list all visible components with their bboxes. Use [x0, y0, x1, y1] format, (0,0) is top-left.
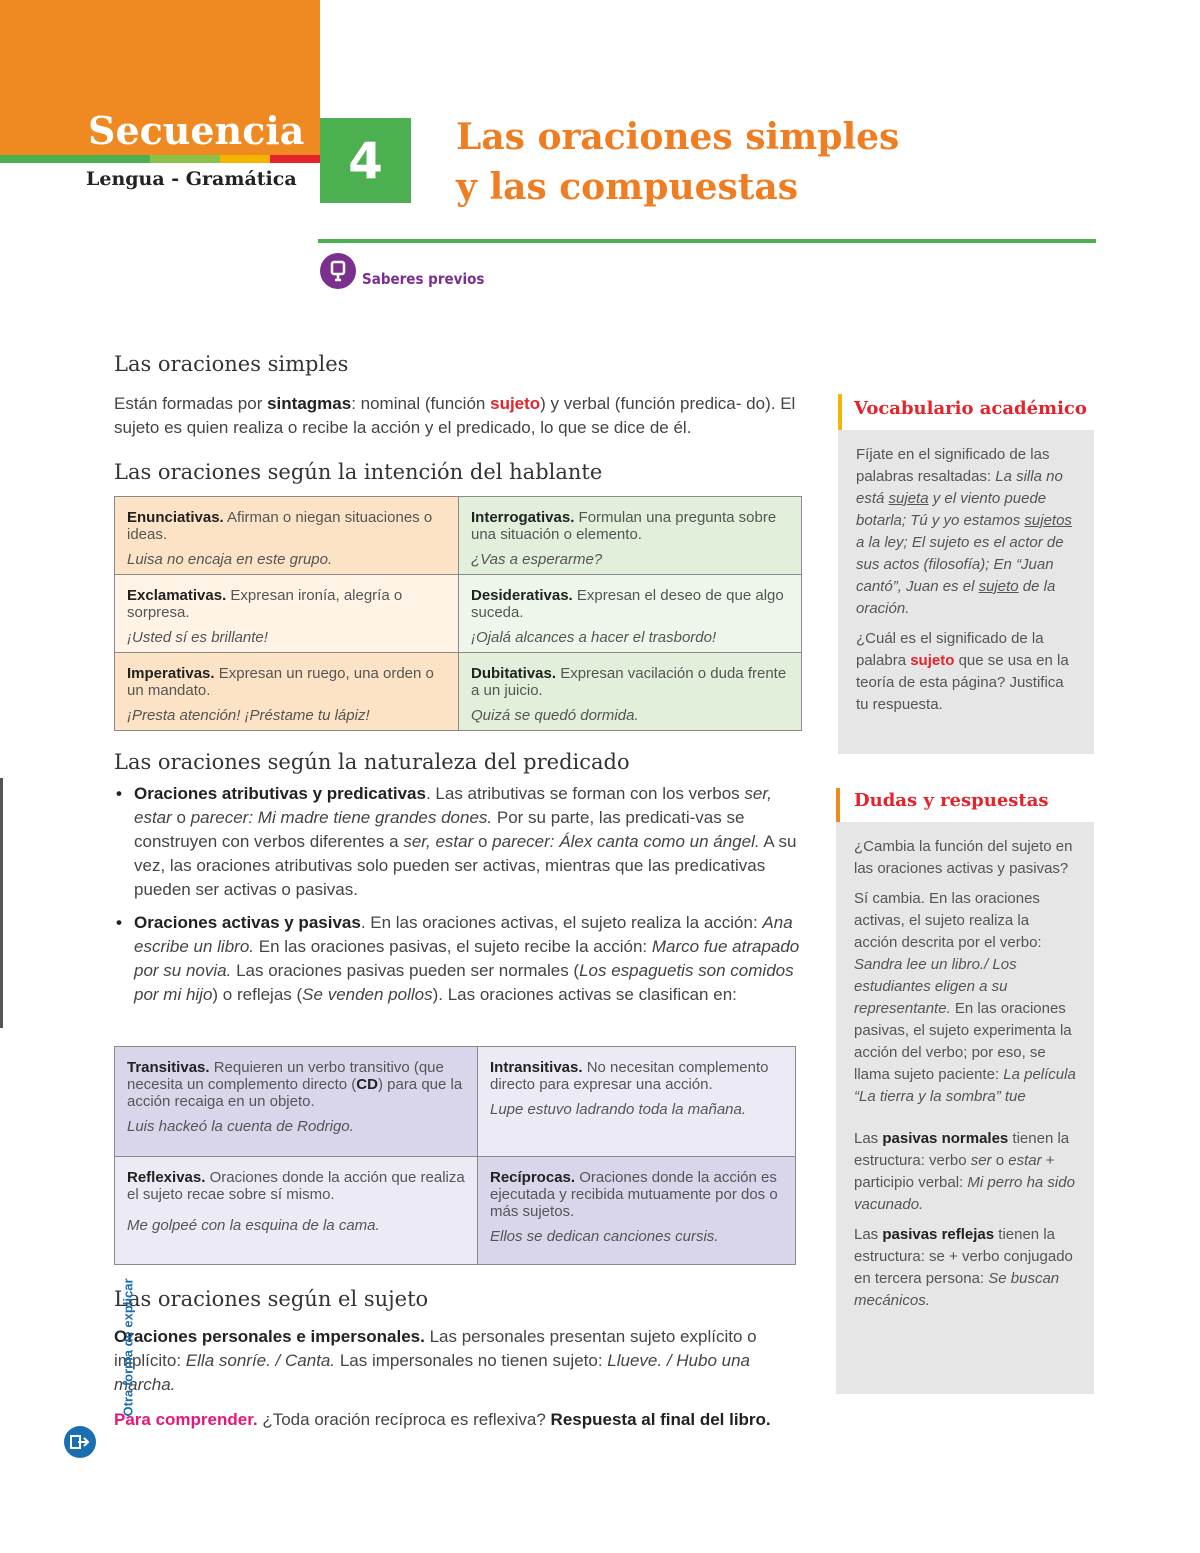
- dudas-answer-1: Sí cambia. En las oraciones activas, el sujeto realiza la acción descrita por el verbo: Sandra lee un libro./ Los estudiantes eligen a su representante. En las oraciones pasivas, el sujeto experimenta la acción del verbo; por eso, se llama sujeto paciente: La película “La tierra y la sombra” tue: [854, 890, 1076, 1105]
- para-comprender: Para comprender. ¿Toda oración recíproca es reflexiva? Respuesta al final del libro.: [114, 1410, 771, 1429]
- title-line-2: y las compuestas: [456, 166, 799, 208]
- section-heading-sujeto: Las oraciones según el sujeto: [114, 1287, 429, 1311]
- intencion-table: [114, 496, 802, 731]
- naturaleza-list: [114, 782, 804, 1016]
- vocab-p2: ¿Cuál es el significado de la palabra sujeto que se usa en la teoría de esta página? Justifica tu respuesta.: [856, 630, 1069, 713]
- page-title: [456, 112, 1156, 212]
- vocabulario-title: Vocabulario académico: [854, 398, 1087, 419]
- vocab-p1: Fíjate en el significado de las palabras resaltadas: La silla no está sujeta y el viento puede botarla; Tú y yo estamos sujetos a la ley; El sujeto es el actor de sus actos (filosofía); En “Juan cantó”, Juan es el sujeto de la oración.: [856, 446, 1072, 617]
- cell-desiderativas: Desiderativas. Expresan el deseo de que algo suceda. ¡Ojalá alcances a hacer el trasbordo!: [459, 575, 802, 653]
- section-heading-naturaleza: Las oraciones según la naturaleza del predicado: [114, 750, 630, 774]
- sujeto-paragraph: Oraciones personales e impersonales. Las personales presentan sujeto explícito o implícito: Ella sonríe. / Canta. Las impersonales no tienen sujeto: Llueve. / Hubo una marcha.: [114, 1327, 757, 1394]
- section-heading-simples: Las oraciones simples: [114, 352, 349, 376]
- cell-enunciativas: Enunciativas. Afirman o niegan situaciones o ideas. Luisa no encaja en este grupo.: [115, 497, 459, 575]
- cell-exclamativas: Exclamativas. Expresan ironía, alegría o sorpresa. ¡Usted sí es brillante!: [115, 575, 459, 653]
- cell-reciprocas: Recíprocas. Oraciones donde la acción es ejecutada y recibida mutuamente por dos o más sujetos. Ellos se dedican canciones cursis.: [478, 1157, 796, 1265]
- title-rule: [318, 239, 1096, 243]
- list-item-atributivas: • Oraciones atributivas y predicativas. Las atributivas se forman con los verbos ser, estar o parecer: Mi madre tiene grandes dones. Por su parte, las predicati-vas se construyen con verbos diferentes a ser, estar o parecer: Álex canta como un ángel. A su vez, las oraciones atributivas solo pueden ser activas, mientras que las predicativas pueden ser activas o pasivas.: [114, 782, 804, 902]
- dudas-box: [836, 822, 1094, 1394]
- list-item-activas-pasivas: • Oraciones activas y pasivas. En las oraciones activas, el sujeto realiza la acción: Ana escribe un libro. En las oraciones pasivas, el sujeto recibe la acción: Marco fue atrapado por su novia. Las oraciones pasivas pueden ser normales (Los espaguetis son comidos por mi hijo) o reflejas (Se venden pollos). Las oraciones activas se clasifican en:: [114, 911, 804, 1007]
- sequence-number: 4: [320, 118, 411, 203]
- cell-interrogativas: Interrogativas. Formulan una pregunta sobre una situación o elemento. ¿Vas a esperarme?: [459, 497, 802, 575]
- title-line-1: Las oraciones simples: [456, 116, 900, 158]
- cell-reflexivas: Reflexivas. Oraciones donde la acción que realiza el sujeto recae sobre sí mismo. Me golpeé con la esquina de la cama.: [115, 1157, 478, 1265]
- dudas-title: Dudas y respuestas: [854, 790, 1049, 811]
- activas-table: [114, 1046, 796, 1265]
- subject-label: Lengua - Gramática: [86, 168, 297, 190]
- arrow-icon[interactable]: [64, 1426, 96, 1458]
- vocabulario-box: [838, 430, 1094, 754]
- dudas-answer-2: Las pasivas normales tienen la estructura: verbo ser o estar + participio verbal: Mi perro ha sido vacunado.: [854, 1130, 1075, 1213]
- left-edge-bar: [0, 778, 3, 1028]
- cell-intransitivas: Intransitivas. No necesitan complemento directo para expresar una acción. Lupe estuvo ladrando toda la mañana.: [478, 1047, 796, 1157]
- saberes-previos-label: Saberes previos: [362, 270, 485, 288]
- simples-paragraph: Están formadas por sintagmas: nominal (función sujeto) y verbal (función predica- do). El sujeto es quien realiza o recibe la acción y el predicado, lo que se dice de él.: [114, 394, 796, 437]
- cell-transitivas: Transitivas. Requieren un verbo transitivo (que necesita un complemento directo (CD) para que la acción recaiga en un objeto. Luis hackeó la cuenta de Rodrigo.: [115, 1047, 478, 1157]
- dudas-question: ¿Cambia la función del sujeto en las oraciones activas y pasivas?: [854, 838, 1073, 877]
- otra-forma-label: Otra forma de explicar: [120, 1278, 136, 1417]
- section-heading-intencion: Las oraciones según la intención del hablante: [114, 460, 603, 484]
- cell-dubitativas: Dubitativas. Expresan vacilación o duda frente a un juicio. Quizá se quedó dormida.: [459, 653, 802, 731]
- sequence-label: Secuencia: [88, 108, 305, 153]
- saberes-icon: [320, 253, 356, 289]
- cell-imperativas: Imperativas. Expresan un ruego, una orden o un mandato. ¡Presta atención! ¡Préstame tu lápiz!: [115, 653, 459, 731]
- dudas-answer-3: Las pasivas reflejas tienen la estructura: se + verbo conjugado en tercera persona: Se buscan mecánicos.: [854, 1226, 1073, 1309]
- color-stripe: [0, 155, 320, 163]
